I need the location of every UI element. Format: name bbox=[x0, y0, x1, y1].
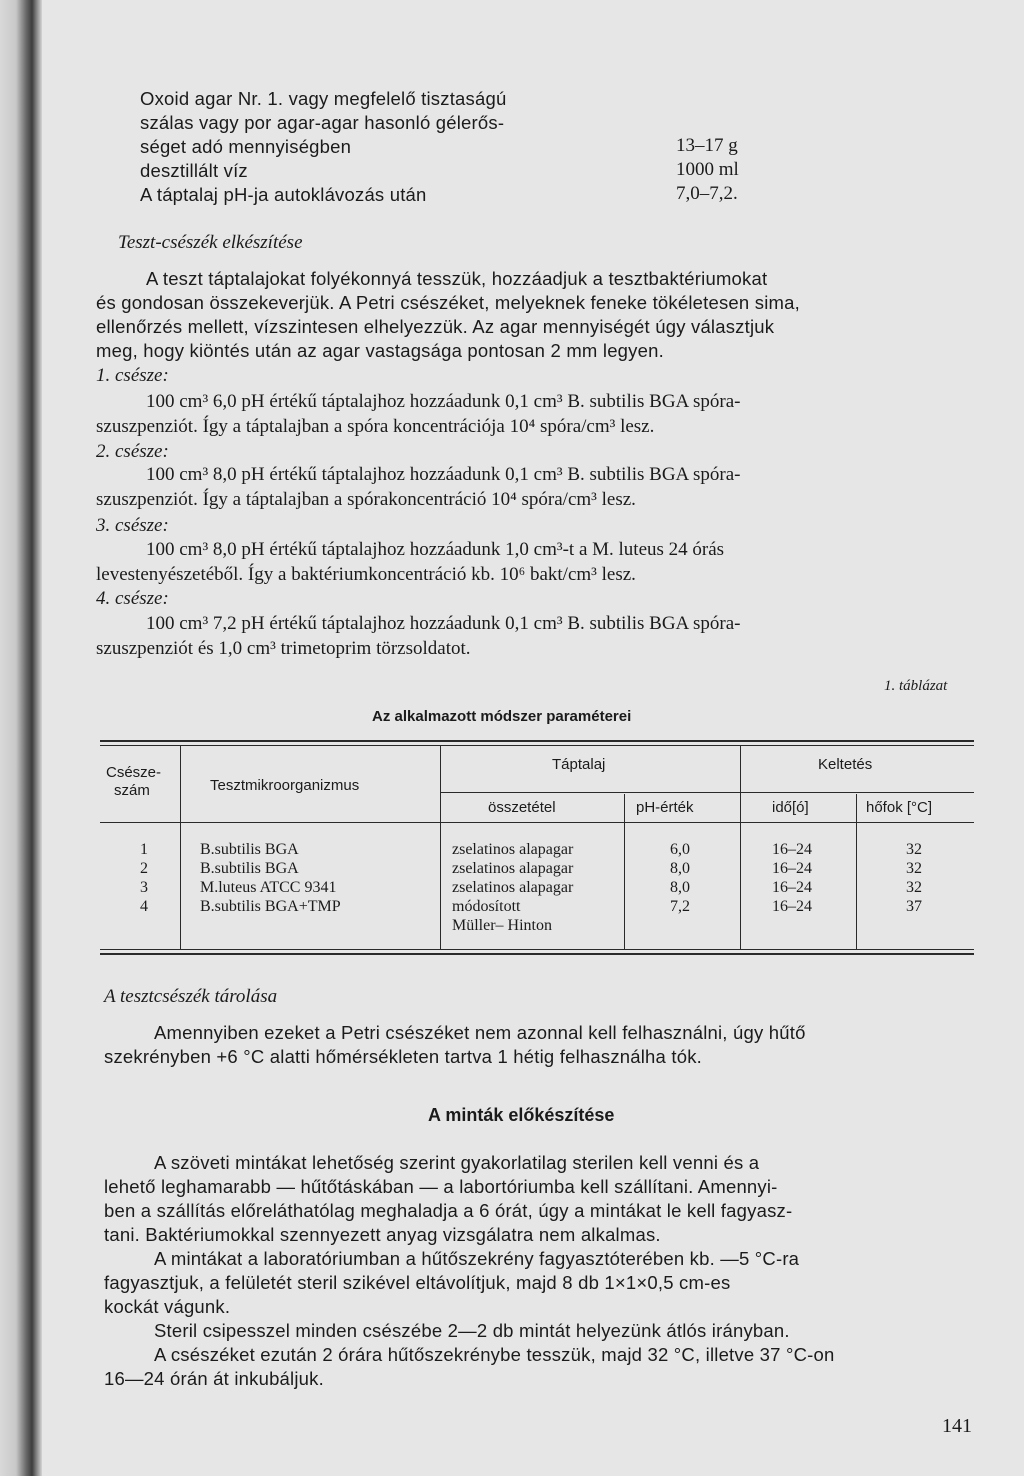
table-cell: 4 bbox=[140, 898, 148, 915]
recipe-text-line: séget adó mennyiségben bbox=[140, 136, 352, 157]
book-spine-shadow bbox=[0, 0, 42, 1476]
table-cell: módosított bbox=[452, 898, 521, 915]
table-cell: zselatinos alapagar bbox=[452, 860, 574, 877]
table-cell: 32 bbox=[906, 860, 922, 877]
table-cell: 1 bbox=[140, 841, 148, 858]
paragraph-line: fagyasztjuk, a felületét steril szikével eltávolítjuk, majd 8 db 1×1×0,5 cm-es bbox=[104, 1272, 731, 1293]
header-dish: szám bbox=[114, 782, 150, 799]
recipe-text-line: A táptalaj pH-ja autoklávozás után bbox=[140, 184, 427, 205]
paragraph-line: ellenőrzés mellett, vízszintesen elhelyezzük. Az agar mennyiségét úgy választjuk bbox=[96, 316, 775, 337]
table-cell: M.luteus ATCC 9341 bbox=[200, 879, 337, 896]
paragraph-line: lehető leghamarabb — hűtőtáskában — a labortóriumba kell szállítani. Amennyi- bbox=[104, 1176, 778, 1197]
table-cell: 37 bbox=[906, 898, 922, 915]
header-incubation: Keltetés bbox=[818, 756, 873, 773]
dish-label: 2. csésze: bbox=[96, 441, 169, 462]
paragraph-line: 16—24 órán át inkubáljuk. bbox=[104, 1368, 324, 1389]
table-cell: Müller– Hinton bbox=[452, 917, 552, 934]
dish-text-line: 100 cm³ 6,0 pH értékű táptalajhoz hozzáadunk 0,1 cm³ B. subtilis BGA spóra- bbox=[146, 391, 741, 412]
header-time: idő[ó] bbox=[772, 799, 809, 816]
column-divider bbox=[740, 746, 741, 949]
section-heading: A minták előkészítése bbox=[428, 1105, 615, 1125]
table-cell: 7,2 bbox=[670, 898, 690, 915]
table-cell: 16–24 bbox=[772, 841, 812, 858]
table-cell: B.subtilis BGA bbox=[200, 860, 299, 877]
recipe-value: 13–17 g bbox=[676, 135, 738, 156]
header-temp: hőfok [°C] bbox=[866, 799, 933, 816]
recipe-value: 7,0–7,2. bbox=[676, 183, 738, 204]
table-caption: Az alkalmazott módszer paraméterei bbox=[372, 708, 632, 725]
table-cell: zselatinos alapagar bbox=[452, 879, 574, 896]
column-divider bbox=[440, 746, 441, 949]
table-cell: zselatinos alapagar bbox=[452, 841, 574, 858]
column-divider bbox=[856, 794, 857, 949]
table-cell: 8,0 bbox=[670, 860, 690, 877]
table-cell: 16–24 bbox=[772, 860, 812, 877]
table-cell: 16–24 bbox=[772, 879, 812, 896]
header-ph: pH-érték bbox=[636, 799, 694, 816]
table-cell: 16–24 bbox=[772, 898, 812, 915]
paragraph-line: Steril csipesszel minden csészébe 2—2 db mintát helyezünk átlós irányban. bbox=[154, 1320, 790, 1341]
dish-text-line: szuszpenziót és 1,0 cm³ trimetoprim törzsoldatot. bbox=[96, 638, 471, 659]
paragraph-line: A csészéket ezután 2 órára hűtőszekrénybe tesszük, majd 32 °C, illetve 37 °C-on bbox=[154, 1344, 835, 1365]
table-cell: 8,0 bbox=[670, 879, 690, 896]
header-subrule bbox=[441, 792, 974, 793]
dish-label: 3. csésze: bbox=[96, 515, 169, 536]
dish-text-line: 100 cm³ 8,0 pH értékű táptalajhoz hozzáadunk 1,0 cm³-t a M. luteus 24 órás bbox=[146, 539, 725, 560]
dish-text-line: szuszpenziót. Így a táptalajban a spórakoncentráció 10⁴ spóra/cm³ lesz. bbox=[96, 489, 636, 510]
header-bottom-rule bbox=[100, 822, 974, 823]
table-cell: 6,0 bbox=[670, 841, 690, 858]
dish-text-line: 100 cm³ 7,2 pH értékű táptalajhoz hozzáadunk 0,1 cm³ B. subtilis BGA spóra- bbox=[146, 613, 741, 634]
column-divider bbox=[180, 746, 181, 949]
header-medium: Táptalaj bbox=[552, 756, 606, 773]
table-cell: 3 bbox=[140, 879, 148, 896]
recipe-value: 1000 ml bbox=[676, 159, 739, 180]
table-bottom-rule-thin bbox=[100, 949, 974, 950]
paragraph-line: szekrényben +6 °C alatti hőmérsékleten tartva 1 hétig felhasználha tók. bbox=[104, 1046, 702, 1067]
recipe-text-line: szálas vagy por agar-agar hasonló gélerős- bbox=[140, 112, 505, 133]
table-number: 1. táblázat bbox=[884, 678, 948, 694]
table-cell: 2 bbox=[140, 860, 148, 877]
paragraph-line: kockát vágunk. bbox=[104, 1296, 231, 1317]
paragraph-line: A szöveti mintákat lehetőség szerint gyakorlatilag sterilen kell venni és a bbox=[154, 1152, 760, 1173]
paragraph-line: ben a szállítás előreláthatólag meghaladja a 6 órát, úgy a mintákat le kell fagyasz- bbox=[104, 1200, 793, 1221]
table-cell: B.subtilis BGA bbox=[200, 841, 299, 858]
table-bottom-rule bbox=[100, 953, 974, 955]
table-cell: 32 bbox=[906, 879, 922, 896]
section-title: A tesztcsészék tárolása bbox=[104, 986, 278, 1007]
paragraph-line: tani. Baktériumokkal szennyezett anyag vizsgálatra nem alkalmas. bbox=[104, 1224, 661, 1245]
paragraph-line: és gondosan összekeverjük. A Petri csészéket, melyeknek feneke tökéletesen sima, bbox=[96, 292, 800, 313]
recipe-text-line: Oxoid agar Nr. 1. vagy megfelelő tisztaságú bbox=[140, 88, 507, 109]
dish-label: 1. csésze: bbox=[96, 365, 169, 386]
section-title: Teszt-csészék elkészítése bbox=[118, 232, 303, 253]
header-composition: összetétel bbox=[488, 799, 556, 816]
column-divider bbox=[624, 794, 625, 949]
header-organism: Tesztmikroorganizmus bbox=[210, 777, 360, 794]
recipe-text-line: desztillált víz bbox=[140, 160, 248, 181]
dish-text-line: levestenyészetéből. Így a baktériumkoncentráció kb. 10⁶ bakt/cm³ lesz. bbox=[96, 564, 636, 585]
paragraph-line: meg, hogy kiöntés után az agar vastagsága pontosan 2 mm legyen. bbox=[96, 340, 664, 361]
header-dish: Csésze- bbox=[106, 764, 162, 781]
paragraph-line: A mintákat a laboratóriumban a hűtőszekrény fagyasztóterében kb. —5 °C-ra bbox=[154, 1248, 800, 1269]
table-top-rule bbox=[100, 740, 974, 742]
paragraph-line: Amennyiben ezeket a Petri csészéket nem azonnal kell felhasználni, úgy hűtő bbox=[154, 1022, 806, 1043]
dish-text-line: 100 cm³ 8,0 pH értékű táptalajhoz hozzáadunk 0,1 cm³ B. subtilis BGA spóra- bbox=[146, 464, 741, 485]
table-top-rule-thin bbox=[100, 745, 974, 746]
dish-label: 4. csésze: bbox=[96, 588, 169, 609]
dish-text-line: szuszpenziót. Így a táptalajban a spóra koncentrációja 10⁴ spóra/cm³ lesz. bbox=[96, 416, 655, 437]
paragraph-line: A teszt táptalajokat folyékonnyá tesszük, hozzáadjuk a tesztbaktériumokat bbox=[146, 268, 768, 289]
table-cell: B.subtilis BGA+TMP bbox=[200, 898, 341, 915]
table-cell: 32 bbox=[906, 841, 922, 858]
page-number: 141 bbox=[942, 1415, 972, 1437]
